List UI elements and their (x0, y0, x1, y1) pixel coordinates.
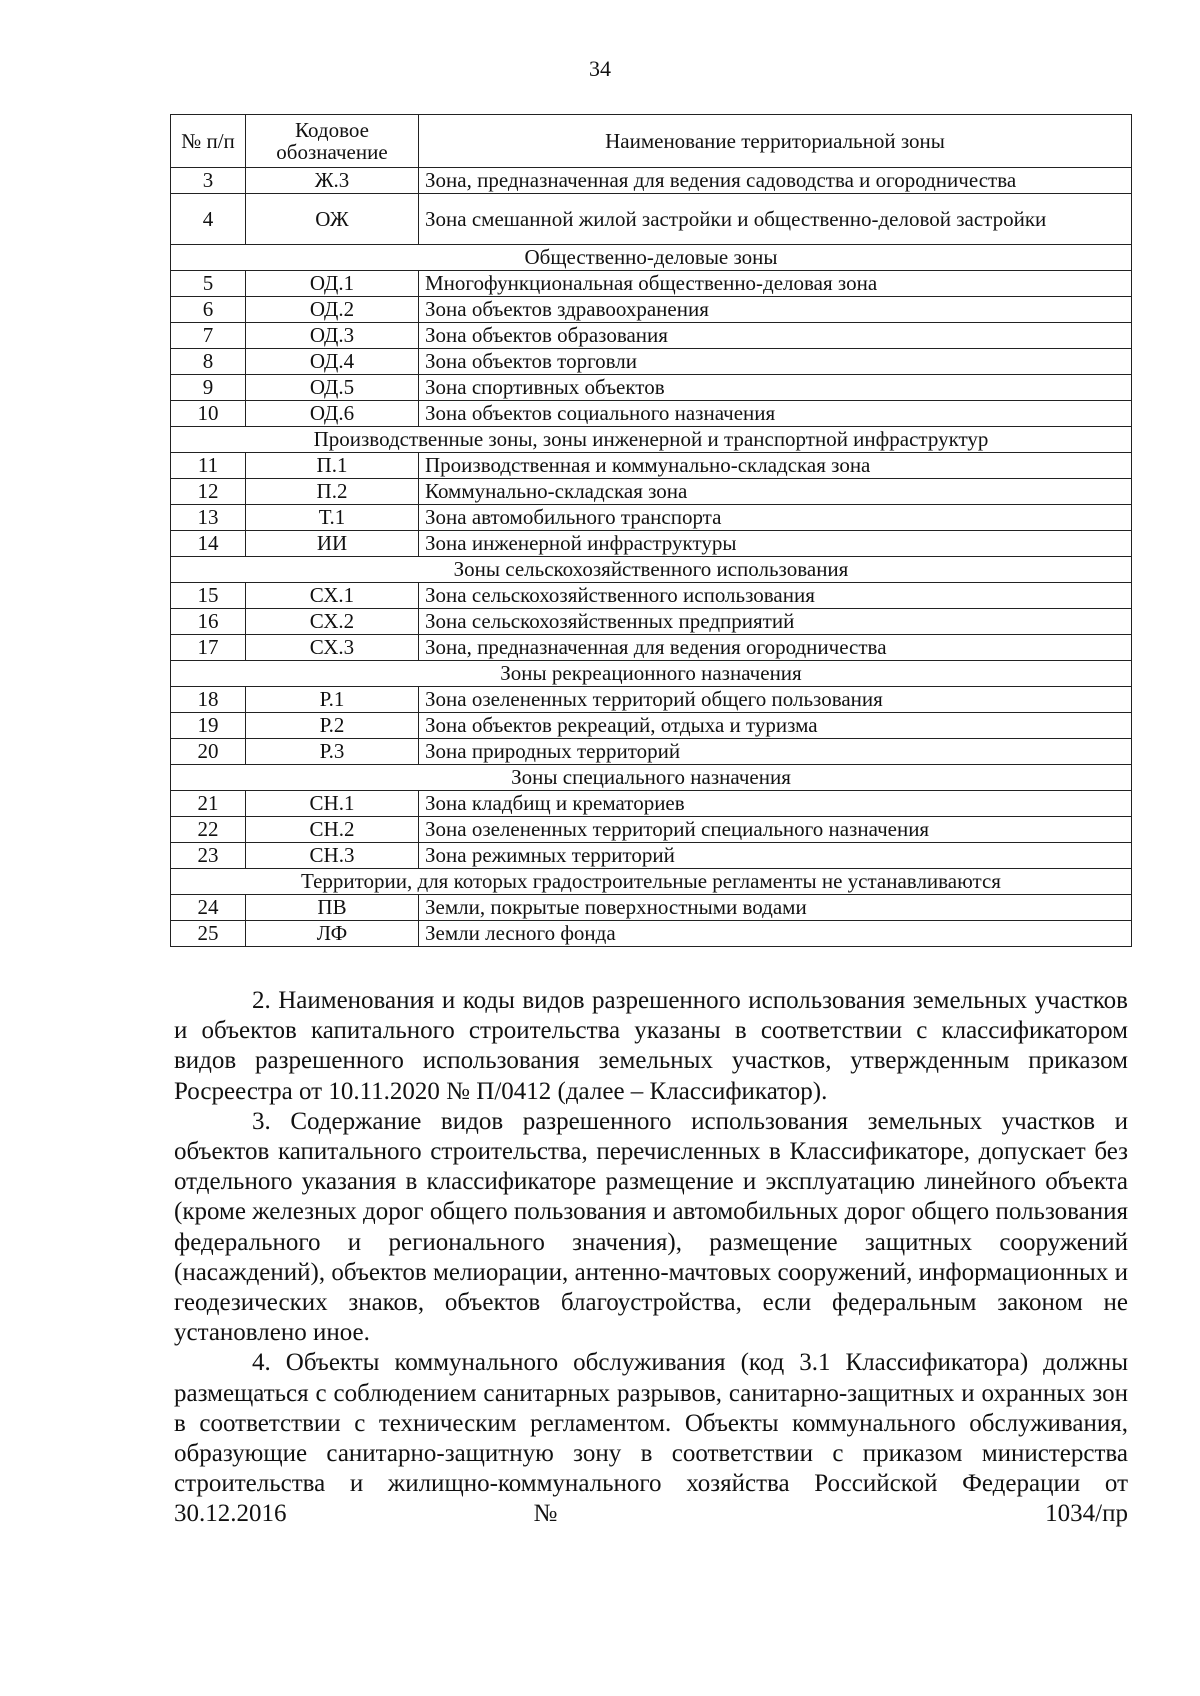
zone-number: 16 (171, 609, 246, 635)
table-row (171, 739, 1132, 765)
table-row (171, 401, 1132, 427)
body-text (174, 986, 1128, 1530)
zone-name: Зона объектов образования (419, 323, 1132, 349)
zone-number: 20 (171, 739, 246, 765)
zone-number: 25 (171, 921, 246, 947)
zone-name: Земли, покрытые поверхностными водами (419, 895, 1132, 921)
header-num: № п/п (171, 115, 246, 168)
zone-number: 22 (171, 817, 246, 843)
zone-name: Коммунально-складская зона (419, 479, 1132, 505)
zone-number: 23 (171, 843, 246, 869)
zone-name: Зона инженерной инфраструктуры (419, 531, 1132, 557)
zone-number: 14 (171, 531, 246, 557)
zone-code: Ж.3 (246, 168, 419, 194)
zone-number: 21 (171, 791, 246, 817)
zone-code: Р.2 (246, 713, 419, 739)
zone-name: Многофункциональная общественно-деловая зона (419, 271, 1132, 297)
zone-number: 10 (171, 401, 246, 427)
zone-code: ОД.5 (246, 375, 419, 401)
zone-number: 3 (171, 168, 246, 194)
zone-code: Р.1 (246, 687, 419, 713)
table-row (171, 687, 1132, 713)
zone-code: П.2 (246, 479, 419, 505)
zone-name: Зона объектов социального назначения (419, 401, 1132, 427)
zone-code: ИИ (246, 531, 419, 557)
zone-number: 17 (171, 635, 246, 661)
header-code: Кодовое обозначение (246, 115, 419, 168)
zone-code: Р.3 (246, 739, 419, 765)
section-row (171, 557, 1132, 583)
section-row (171, 661, 1132, 687)
zone-number: 11 (171, 453, 246, 479)
zone-name: Зона объектов здравоохранения (419, 297, 1132, 323)
table-row (171, 817, 1132, 843)
zone-name: Производственная и коммунально-складская зона (419, 453, 1132, 479)
table-row (171, 895, 1132, 921)
table-row (171, 921, 1132, 947)
zone-name: Зона режимных территорий (419, 843, 1132, 869)
zone-code: СХ.2 (246, 609, 419, 635)
page-number: 34 (589, 56, 611, 81)
zone-code: П.1 (246, 453, 419, 479)
section-title: Зоны рекреационного назначения (171, 661, 1132, 687)
paragraph: 2. Наименования и коды видов разрешенного использования земельных участков и объектов капитального строительства указаны в соответствии с классификатором видов разрешенного использования земельных участков, утвержденным приказом Росреестра от 10.11.2020 № П/0412 (далее – Классификатор). (174, 987, 1128, 1105)
zone-code: ОД.4 (246, 349, 419, 375)
zone-number: 5 (171, 271, 246, 297)
section-row (171, 427, 1132, 453)
zone-name: Зона природных территорий (419, 739, 1132, 765)
section-title: Зоны сельскохозяйственного использования (171, 557, 1132, 583)
zone-code: СН.1 (246, 791, 419, 817)
zone-number: 8 (171, 349, 246, 375)
table-row (171, 791, 1132, 817)
table-row (171, 531, 1132, 557)
table-row (171, 297, 1132, 323)
zone-number: 18 (171, 687, 246, 713)
section-title: Зоны специального назначения (171, 765, 1132, 791)
zone-number: 12 (171, 479, 246, 505)
zone-code: Т.1 (246, 505, 419, 531)
zone-number: 4 (171, 194, 246, 245)
zone-name: Земли лесного фонда (419, 921, 1132, 947)
section-title: Общественно-деловые зоны (171, 245, 1132, 271)
zone-name: Зона, предназначенная для ведения огородничества (419, 635, 1132, 661)
table-row (171, 609, 1132, 635)
zone-code: ОД.2 (246, 297, 419, 323)
zone-number: 13 (171, 505, 246, 531)
zone-number: 7 (171, 323, 246, 349)
header-name: Наименование территориальной зоны (419, 115, 1132, 168)
zone-code: ОД.1 (246, 271, 419, 297)
zones-table (170, 114, 1132, 947)
zones-table-body (171, 168, 1132, 947)
zone-name: Зона озелененных территорий общего пользования (419, 687, 1132, 713)
section-title: Территории, для которых градостроительные регламенты не устанавливаются (171, 869, 1132, 895)
zone-code: ЛФ (246, 921, 419, 947)
zone-number: 24 (171, 895, 246, 921)
zone-name: Зона объектов торговли (419, 349, 1132, 375)
zone-code: ОЖ (246, 194, 419, 245)
table-row (171, 843, 1132, 869)
section-row (171, 869, 1132, 895)
zone-name: Зона кладбищ и крематориев (419, 791, 1132, 817)
table-row (171, 505, 1132, 531)
zone-name: Зона озелененных территорий специального назначения (419, 817, 1132, 843)
zone-name: Зона автомобильного транспорта (419, 505, 1132, 531)
section-row (171, 245, 1132, 271)
zone-name: Зона спортивных объектов (419, 375, 1132, 401)
table-row (171, 635, 1132, 661)
table-header-row (171, 115, 1132, 168)
zone-number: 9 (171, 375, 246, 401)
zone-name: Зона объектов рекреаций, отдыха и туризма (419, 713, 1132, 739)
zone-code: ОД.6 (246, 401, 419, 427)
zone-name: Зона смешанной жилой застройки и общественно-деловой застройки (419, 194, 1132, 245)
table-row (171, 479, 1132, 505)
paragraph: 4. Объекты коммунального обслуживания (код 3.1 Классификатора) должны размещаться с соблюдением санитарных разрывов, санитарно-защитных и охранных зон в соответствии с техническим регламентом. Объекты коммунального обслуживания, образующие санитарно-защитную зону в соответствии с приказом министерства строительства и жилищно-коммунального хозяйства Российской Федерации от 30.12.2016 № 1034/пр (174, 1349, 1128, 1528)
zone-number: 19 (171, 713, 246, 739)
zone-code: СН.3 (246, 843, 419, 869)
section-row (171, 765, 1132, 791)
table-row (171, 583, 1132, 609)
zone-name: Зона, предназначенная для ведения садоводства и огородничества (419, 168, 1132, 194)
table-row (171, 271, 1132, 297)
zone-name: Зона сельскохозяйственных предприятий (419, 609, 1132, 635)
table-row (171, 194, 1132, 245)
zone-code: ОД.3 (246, 323, 419, 349)
zone-name: Зона сельскохозяйственного использования (419, 583, 1132, 609)
zone-code: СХ.3 (246, 635, 419, 661)
table-row (171, 453, 1132, 479)
zone-number: 15 (171, 583, 246, 609)
zone-code: СН.2 (246, 817, 419, 843)
zone-code: ПВ (246, 895, 419, 921)
table-row (171, 713, 1132, 739)
zone-code: СХ.1 (246, 583, 419, 609)
table-row (171, 323, 1132, 349)
table-row (171, 349, 1132, 375)
table-row (171, 375, 1132, 401)
zone-number: 6 (171, 297, 246, 323)
table-row (171, 168, 1132, 194)
section-title: Производственные зоны, зоны инженерной и транспортной инфраструктур (171, 427, 1132, 453)
paragraph: 3. Содержание видов разрешенного использования земельных участков и объектов капитального строительства, перечисленных в Классификаторе, допускает без отдельного указания в классификаторе размещение и эксплуатацию линейного объекта (кроме железных дорог общего пользования и автомобильных дорог общего пользования федерального и регионального значения), размещение защитных сооружений (насаждений), объектов мелиорации, антенно-мачтовых сооружений, информационных и геодезических знаков, объектов благоустройства, если федеральным законом не установлено иное. (174, 1107, 1128, 1347)
